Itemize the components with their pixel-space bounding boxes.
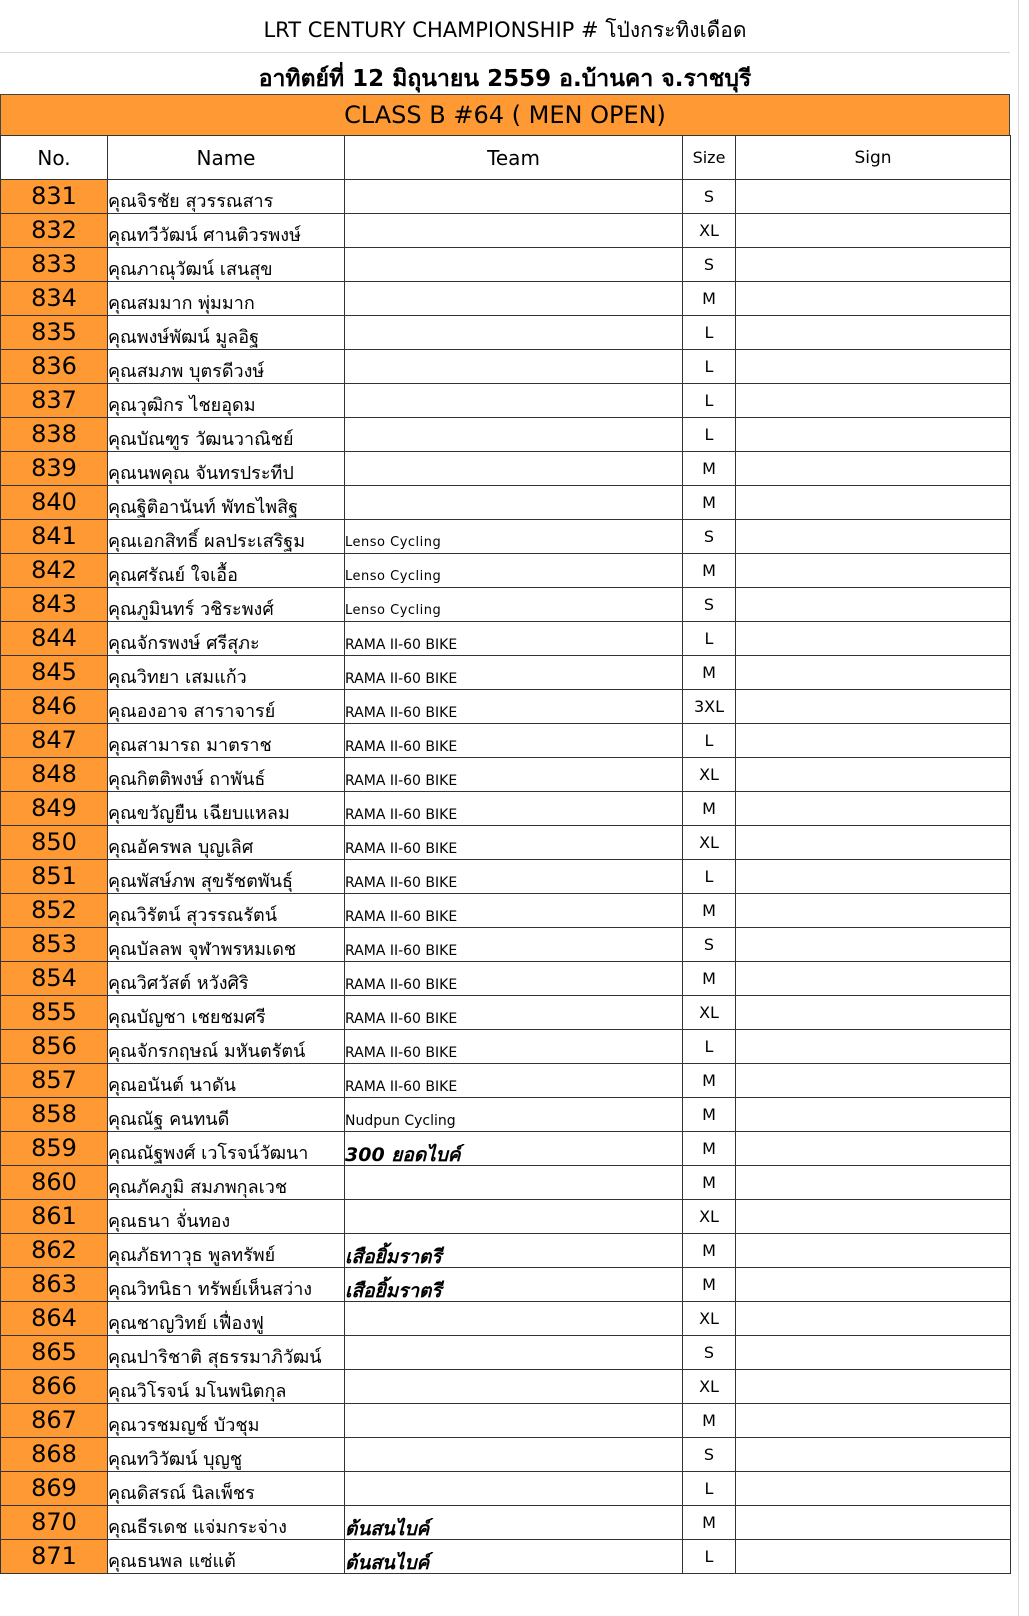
shirt-size: S: [683, 1438, 736, 1472]
rider-name: คุณธนา จั่นทอง: [108, 1200, 345, 1234]
rider-name: คุณสมมาก พุ่มมาก: [108, 282, 345, 316]
signature-cell[interactable]: [736, 316, 1011, 350]
team-name: [345, 248, 683, 282]
shirt-size: M: [683, 486, 736, 520]
sheet-gridlines: [1010, 0, 1029, 1616]
signature-cell[interactable]: [736, 1268, 1011, 1302]
signature-cell[interactable]: [736, 1506, 1011, 1540]
rider-name: คุณวิรัตน์ สุวรรณรัตน์: [108, 894, 345, 928]
team-name: [345, 452, 683, 486]
bib-number: 862: [1, 1234, 108, 1268]
team-name: [345, 384, 683, 418]
table-row: [1, 1506, 1011, 1540]
team-name: เสือยิ้มราตรี: [345, 1268, 683, 1302]
bib-number: 845: [1, 656, 108, 690]
bib-number: 860: [1, 1166, 108, 1200]
shirt-size: L: [683, 860, 736, 894]
table-row: [1, 894, 1011, 928]
table-row: [1, 1098, 1011, 1132]
shirt-size: S: [683, 520, 736, 554]
shirt-size: XL: [683, 1302, 736, 1336]
rider-name: คุณวรชมญช์ บัวชุม: [108, 1404, 345, 1438]
shirt-size: XL: [683, 996, 736, 1030]
team-name: [345, 1472, 683, 1506]
rider-name: คุณณัฐพงศ์ เวโรจน์วัฒนา: [108, 1132, 345, 1166]
table-row: [1, 384, 1011, 418]
table-row: [1, 214, 1011, 248]
bib-number: 867: [1, 1404, 108, 1438]
table-row: [1, 1404, 1011, 1438]
column-header-team: Team: [345, 136, 683, 180]
bib-number: 850: [1, 826, 108, 860]
signature-cell[interactable]: [736, 248, 1011, 282]
shirt-size: M: [683, 1404, 736, 1438]
table-row: [1, 1336, 1011, 1370]
bib-number: 856: [1, 1030, 108, 1064]
table-row: [1, 690, 1011, 724]
signature-cell[interactable]: [736, 1336, 1011, 1370]
signature-cell[interactable]: [736, 1098, 1011, 1132]
bib-number: 837: [1, 384, 108, 418]
column-header-sign: Sign: [736, 136, 1011, 180]
signature-cell[interactable]: [736, 962, 1011, 996]
team-name: RAMA II-60 BIKE: [345, 826, 683, 860]
rider-name: คุณนพคุณ จันทรประทีป: [108, 452, 345, 486]
shirt-size: M: [683, 792, 736, 826]
rider-name: คุณเอกสิทธิ์ ผลประเสริฐม: [108, 520, 345, 554]
signature-cell[interactable]: [736, 554, 1011, 588]
signature-cell[interactable]: [736, 1472, 1011, 1506]
signature-cell[interactable]: [736, 1064, 1011, 1098]
table-row: [1, 1064, 1011, 1098]
table-row: [1, 350, 1011, 384]
bib-number: 866: [1, 1370, 108, 1404]
table-row: [1, 316, 1011, 350]
signature-cell[interactable]: [736, 1200, 1011, 1234]
table-row: [1, 248, 1011, 282]
table-row: [1, 622, 1011, 656]
bib-number: 844: [1, 622, 108, 656]
table-row: [1, 588, 1011, 622]
bib-number: 842: [1, 554, 108, 588]
signature-cell[interactable]: [736, 792, 1011, 826]
table-row: [1, 1132, 1011, 1166]
team-name: [345, 316, 683, 350]
table-row: [1, 1302, 1011, 1336]
table-row: [1, 826, 1011, 860]
shirt-size: L: [683, 1540, 736, 1574]
bib-number: 831: [1, 180, 108, 214]
bib-number: 858: [1, 1098, 108, 1132]
rider-name: คุณภัธทาวุธ พูลทรัพย์: [108, 1234, 345, 1268]
table-row: [1, 1540, 1011, 1574]
team-name: RAMA II-60 BIKE: [345, 1030, 683, 1064]
rider-name: คุณชาญวิทย์ เฟื่องฟู: [108, 1302, 345, 1336]
rider-name: คุณภาณุวัฒน์ เสนสุข: [108, 248, 345, 282]
rider-name: คุณสามารถ มาตราช: [108, 724, 345, 758]
team-name: [345, 418, 683, 452]
bib-number: 863: [1, 1268, 108, 1302]
shirt-size: S: [683, 180, 736, 214]
rider-name: คุณทวิวัฒน์ บุญชู: [108, 1438, 345, 1472]
signature-cell[interactable]: [736, 1438, 1011, 1472]
rider-name: คุณวิทนิธา ทรัพย์เห็นสว่าง: [108, 1268, 345, 1302]
team-name: RAMA II-60 BIKE: [345, 996, 683, 1030]
rider-name: คุณวุฒิกร ไชยอุดม: [108, 384, 345, 418]
signature-cell[interactable]: [736, 588, 1011, 622]
bib-number: 839: [1, 452, 108, 486]
rider-name: คุณธีรเดช แจ่มกระจ่าง: [108, 1506, 345, 1540]
team-name: [345, 1302, 683, 1336]
team-name: [345, 486, 683, 520]
bib-number: 835: [1, 316, 108, 350]
table-row: [1, 962, 1011, 996]
bib-number: 871: [1, 1540, 108, 1574]
shirt-size: S: [683, 1336, 736, 1370]
bib-number: 832: [1, 214, 108, 248]
team-name: [345, 350, 683, 384]
signature-cell[interactable]: [736, 282, 1011, 316]
bib-number: 841: [1, 520, 108, 554]
table-row: [1, 656, 1011, 690]
column-header-size: Size: [683, 136, 736, 180]
signature-cell[interactable]: [736, 894, 1011, 928]
shirt-size: M: [683, 554, 736, 588]
team-name: [345, 282, 683, 316]
team-name: RAMA II-60 BIKE: [345, 724, 683, 758]
rider-name: คุณขวัญยืน เฉียบแหลม: [108, 792, 345, 826]
table-row: [1, 418, 1011, 452]
shirt-size: S: [683, 588, 736, 622]
team-name: RAMA II-60 BIKE: [345, 962, 683, 996]
signature-cell[interactable]: [736, 690, 1011, 724]
bib-number: 851: [1, 860, 108, 894]
table-row: [1, 1030, 1011, 1064]
rider-name: คุณจักรพงษ์ ศรีสุภะ: [108, 622, 345, 656]
bib-number: 852: [1, 894, 108, 928]
rider-name: คุณบัณฑูร วัฒนวาณิชย์: [108, 418, 345, 452]
shirt-size: M: [683, 656, 736, 690]
rider-name: คุณทวีวัฒน์ ศานติวรพงษ์: [108, 214, 345, 248]
signature-cell[interactable]: [736, 180, 1011, 214]
table-row: [1, 452, 1011, 486]
signature-cell[interactable]: [736, 350, 1011, 384]
bib-number: 869: [1, 1472, 108, 1506]
team-name: RAMA II-60 BIKE: [345, 1064, 683, 1098]
rider-name: คุณภูมินทร์ วชิระพงศ์: [108, 588, 345, 622]
shirt-size: L: [683, 350, 736, 384]
team-name: [345, 1200, 683, 1234]
rider-name: คุณภัคภูมิ สมภพกุลเวช: [108, 1166, 345, 1200]
participant-table: [0, 135, 1011, 1574]
rider-name: คุณพงษ์พัฒน์ มูลอิฐ: [108, 316, 345, 350]
signature-cell[interactable]: [736, 1030, 1011, 1064]
rider-name: คุณพัสษ์ภพ สุขรัชตพันธุ์: [108, 860, 345, 894]
shirt-size: S: [683, 928, 736, 962]
event-title: LRT CENTURY CHAMPIONSHIP # โป่งกระทิงเดือด: [263, 18, 747, 42]
signature-cell[interactable]: [736, 214, 1011, 248]
table-row: [1, 758, 1011, 792]
signature-cell[interactable]: [736, 996, 1011, 1030]
shirt-size: XL: [683, 1200, 736, 1234]
title-divider: [0, 52, 1010, 53]
shirt-size: XL: [683, 1370, 736, 1404]
signature-cell[interactable]: [736, 520, 1011, 554]
team-name: ต้นสนไบค์: [345, 1540, 683, 1574]
table-row: [1, 1370, 1011, 1404]
rider-name: คุณสมภพ บุตรดีวงษ์: [108, 350, 345, 384]
bib-number: 865: [1, 1336, 108, 1370]
table-row: [1, 792, 1011, 826]
bib-number: 836: [1, 350, 108, 384]
signature-cell[interactable]: [736, 622, 1011, 656]
signature-cell[interactable]: [736, 826, 1011, 860]
rider-name: คุณวิศวัสต์ หวังศิริ: [108, 962, 345, 996]
rider-name: คุณวิโรจน์ มโนพนิตกุล: [108, 1370, 345, 1404]
signature-cell[interactable]: [736, 1302, 1011, 1336]
shirt-size: M: [683, 1132, 736, 1166]
table-row: [1, 1234, 1011, 1268]
shirt-size: S: [683, 248, 736, 282]
shirt-size: M: [683, 962, 736, 996]
rider-name: คุณกิตติพงษ์ ถาพันธ์: [108, 758, 345, 792]
shirt-size: M: [683, 1234, 736, 1268]
rider-name: คุณวิทยา เสมแก้ว: [108, 656, 345, 690]
team-name: RAMA II-60 BIKE: [345, 792, 683, 826]
signature-cell[interactable]: [736, 1132, 1011, 1166]
rider-name: คุณบัญชา เชยชมศรี: [108, 996, 345, 1030]
bib-number: 864: [1, 1302, 108, 1336]
team-name: [345, 1438, 683, 1472]
rider-name: คุณอัครพล บุญเลิศ: [108, 826, 345, 860]
shirt-size: M: [683, 1166, 736, 1200]
team-name: [345, 1336, 683, 1370]
signature-cell[interactable]: [736, 486, 1011, 520]
rider-name: คุณบัลลพ จุฬาพรหมเดช: [108, 928, 345, 962]
team-name: [345, 214, 683, 248]
table-row: [1, 520, 1011, 554]
table-row: [1, 860, 1011, 894]
bib-number: 854: [1, 962, 108, 996]
bib-number: 833: [1, 248, 108, 282]
signature-cell[interactable]: [736, 758, 1011, 792]
rider-name: คุณธนพล แซ่แต้: [108, 1540, 345, 1574]
rider-name: คุณดิสรณ์ นิลเพ็ชร: [108, 1472, 345, 1506]
bib-number: 849: [1, 792, 108, 826]
shirt-size: 3XL: [683, 690, 736, 724]
team-name: RAMA II-60 BIKE: [345, 894, 683, 928]
team-name: [345, 1370, 683, 1404]
team-name: Lenso Cycling: [345, 588, 683, 622]
team-name: Nudpun Cycling: [345, 1098, 683, 1132]
bib-number: 853: [1, 928, 108, 962]
table-body: [1, 180, 1011, 1574]
bib-number: 859: [1, 1132, 108, 1166]
table-row: [1, 1166, 1011, 1200]
class-title: CLASS B #64 ( MEN OPEN): [0, 94, 1010, 136]
shirt-size: L: [683, 724, 736, 758]
team-name: [345, 1166, 683, 1200]
team-name: 300 ยอดไบค์: [345, 1132, 683, 1166]
shirt-size: XL: [683, 214, 736, 248]
team-name: เสือยิ้มราตรี: [345, 1234, 683, 1268]
shirt-size: XL: [683, 758, 736, 792]
rider-name: คุณศรัณย์ ใจเอื้อ: [108, 554, 345, 588]
bib-number: 840: [1, 486, 108, 520]
team-name: Lenso Cycling: [345, 520, 683, 554]
rider-name: คุณจิรชัย สุวรรณสาร: [108, 180, 345, 214]
signature-cell[interactable]: [736, 656, 1011, 690]
rider-name: คุณปาริชาติ สุธรรมาภิวัฒน์: [108, 1336, 345, 1370]
table-row: [1, 1268, 1011, 1302]
bib-number: 834: [1, 282, 108, 316]
table-row: [1, 180, 1011, 214]
team-name: RAMA II-60 BIKE: [345, 860, 683, 894]
rider-name: คุณณัฐ คนทนดี: [108, 1098, 345, 1132]
shirt-size: M: [683, 1064, 736, 1098]
shirt-size: XL: [683, 826, 736, 860]
bib-number: 857: [1, 1064, 108, 1098]
team-name: [345, 180, 683, 214]
event-date-location: อาทิตย์ที่ 12 มิถุนายน 2559 อ.บ้านคา จ.ราชบุรี: [258, 66, 752, 92]
team-name: RAMA II-60 BIKE: [345, 622, 683, 656]
column-header-name: Name: [108, 136, 345, 180]
signature-cell[interactable]: [736, 928, 1011, 962]
bib-number: 855: [1, 996, 108, 1030]
bib-number: 843: [1, 588, 108, 622]
team-name: RAMA II-60 BIKE: [345, 690, 683, 724]
shirt-size: M: [683, 1506, 736, 1540]
signature-cell[interactable]: [736, 418, 1011, 452]
column-header-no: No.: [1, 136, 108, 180]
shirt-size: L: [683, 1030, 736, 1064]
signature-cell[interactable]: [736, 1234, 1011, 1268]
signature-cell[interactable]: [736, 1370, 1011, 1404]
table-row: [1, 996, 1011, 1030]
team-name: RAMA II-60 BIKE: [345, 928, 683, 962]
team-name: [345, 1404, 683, 1438]
table-row: [1, 1438, 1011, 1472]
bib-number: 838: [1, 418, 108, 452]
signature-cell[interactable]: [736, 452, 1011, 486]
table-header-row: [1, 136, 1011, 180]
table-row: [1, 928, 1011, 962]
rider-name: คุณฐิติอานันท์ พัทธไพสิฐ: [108, 486, 345, 520]
rider-name: คุณจักรกฤษณ์ มหันตรัตน์: [108, 1030, 345, 1064]
rider-name: คุณองอาจ สาราจารย์: [108, 690, 345, 724]
bib-number: 868: [1, 1438, 108, 1472]
table-row: [1, 282, 1011, 316]
shirt-size: M: [683, 1098, 736, 1132]
table-row: [1, 724, 1011, 758]
table-row: [1, 486, 1011, 520]
bib-number: 848: [1, 758, 108, 792]
team-name: RAMA II-60 BIKE: [345, 656, 683, 690]
signature-cell[interactable]: [736, 860, 1011, 894]
table-row: [1, 1472, 1011, 1506]
signature-cell[interactable]: [736, 1166, 1011, 1200]
bib-number: 846: [1, 690, 108, 724]
signature-cell[interactable]: [736, 724, 1011, 758]
shirt-size: L: [683, 316, 736, 350]
shirt-size: L: [683, 1472, 736, 1506]
signature-cell[interactable]: [736, 384, 1011, 418]
shirt-size: M: [683, 1268, 736, 1302]
bib-number: 861: [1, 1200, 108, 1234]
shirt-size: M: [683, 282, 736, 316]
team-name: ต้นสนไบค์: [345, 1506, 683, 1540]
shirt-size: M: [683, 894, 736, 928]
shirt-size: L: [683, 384, 736, 418]
signature-cell[interactable]: [736, 1540, 1011, 1574]
shirt-size: M: [683, 452, 736, 486]
shirt-size: L: [683, 418, 736, 452]
team-name: Lenso Cycling: [345, 554, 683, 588]
team-name: RAMA II-60 BIKE: [345, 758, 683, 792]
table-row: [1, 1200, 1011, 1234]
table-row: [1, 554, 1011, 588]
bib-number: 870: [1, 1506, 108, 1540]
bib-number: 847: [1, 724, 108, 758]
shirt-size: L: [683, 622, 736, 656]
signature-cell[interactable]: [736, 1404, 1011, 1438]
rider-name: คุณอนันต์ นาดัน: [108, 1064, 345, 1098]
